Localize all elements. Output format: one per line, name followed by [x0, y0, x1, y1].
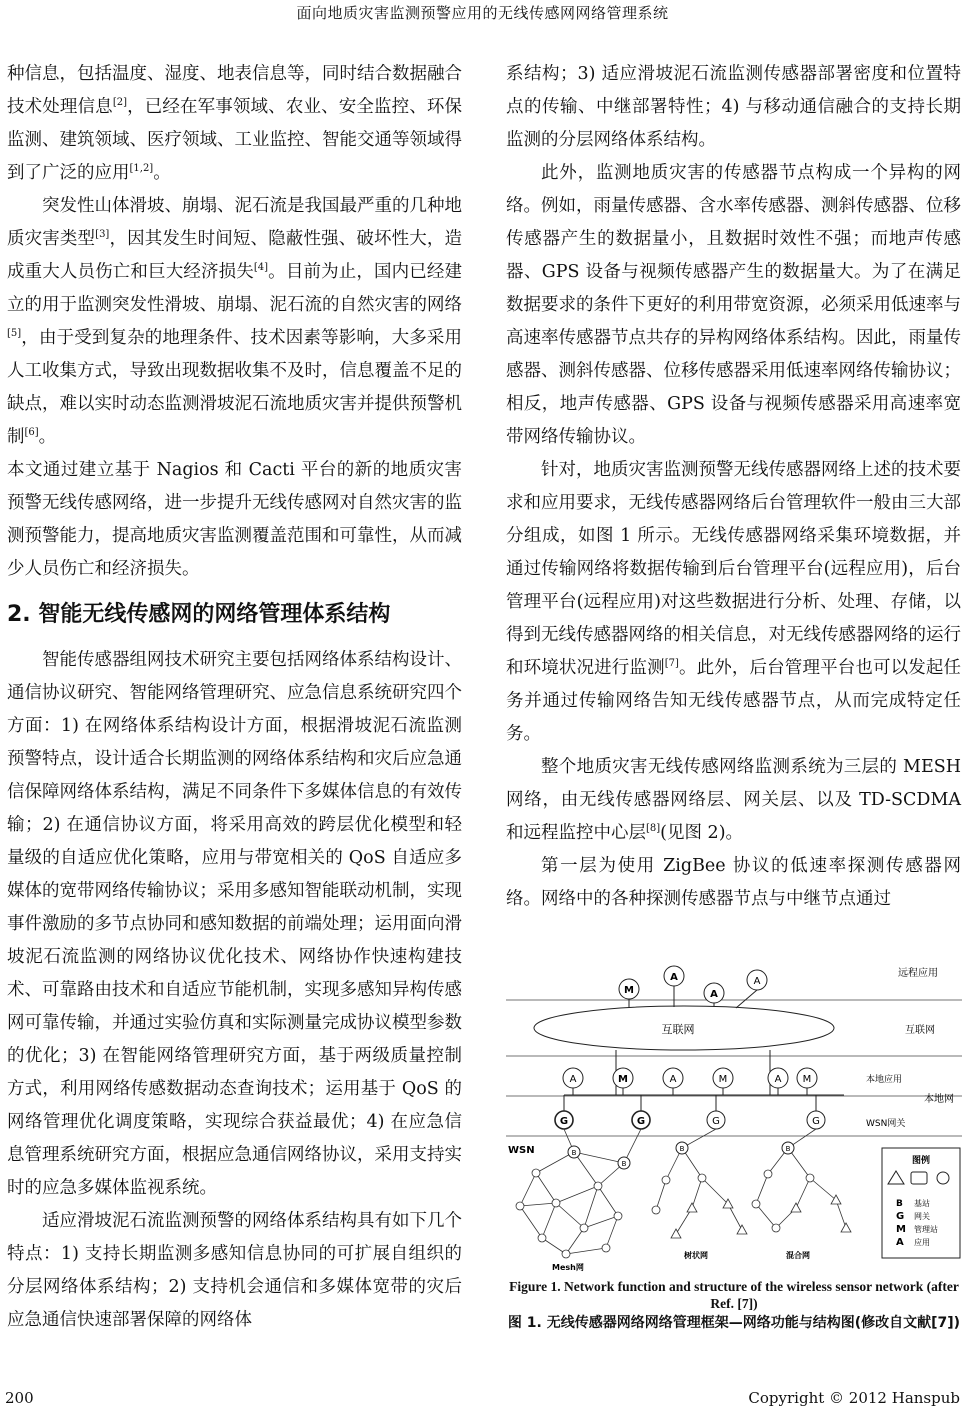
internet-right-label: 互联网 — [905, 1025, 935, 1036]
app-node-letter: A — [753, 976, 761, 987]
app-node-letter: A — [569, 1074, 577, 1085]
wsn-label: WSN — [508, 1145, 535, 1156]
page-number: 200 — [5, 1389, 34, 1407]
legend-text: 应用 — [914, 1238, 930, 1247]
legend-symbol: A — [896, 1237, 904, 1248]
legend-symbol: G — [896, 1211, 905, 1222]
hybrid-net-label: 混合网 — [786, 1251, 810, 1260]
legend-symbol: B — [896, 1199, 903, 1209]
legend-circle-icon — [937, 1172, 949, 1184]
left-paragraph-5: 适应滑坡泥石流监测预警的网络体系结构具有如下几个特点：1) 支持长期监测多感知信息协同的可扩展自组织的分层网络体系结构；2) 支持机会通信和多媒体宽带的灾后应急通信快速部署保障的网络体 — [7, 1211, 462, 1330]
left-paragraph-4: 智能传感器组网技术研究主要包括网络体系结构设计、通信协议研究、智能网络管理研究、应急信息系统研究四个方面：1) 在网络体系结构设计方面，根据滑坡泥石流监测预警特点，设计适合长期监测的网络体系结构和灾后应急通信保障网络体系结构，满足不同条件下多媒体信息的有效传输；2) 在通信协议方面，将采用高效的跨层优化模型和轻量级的自适应优化策略，应用与带宽相关的 QoS 自适应多媒体的宽带网络传输协议；采用多感知智能联动机制，实现事件激励的多节点协同和感知数据的前端处理；运用面向滑坡泥石流监测的网络协议优化技术、网络协作快速构建技术、可靠路由技术和自适应节能机制，实现多感知异构传感网可靠传输，并通过实验仿真和实际测量完成协议模型参数的优化；3) 在智能网络管理研究方面，基于两级质量控制方式，利用网络传感数据动态查询技术；运用基于 QoS 的网络管理优化调度策略，实现综合获益最优；4) 在应急信息管理系统研究方面，根据应急通信网络协议，采用支持实时的应急多媒体监视系统。 — [7, 650, 462, 1198]
remote-app-label: 远程应用 — [898, 968, 938, 979]
left-paragraph-1: 种信息，包括温度、湿度、地表信息等，同时结合数据融合技术处理信息[2]，已经在军事领域、农业、安全监控、环保监测、建筑领域、医疗领域、工业监控、智能交通等领域得到了广泛的应用[1,2]。 — [7, 64, 463, 183]
local-net-label: 本地网 — [924, 1094, 954, 1105]
right-paragraph-2: 此外，监测地质灾害的传感器节点构成一个异构的网络。例如，雨量传感器、含水率传感器、测斜传感器、位移传感器产生的数据量小，且数据时效性不强；而地声传感器、GPS 设备与视频传感器产生的数据量大。为了在满足数据要求的条件下更好的利用带宽资源，必须采用低速率与高速率传感器节点共存的异构网络体系结构。因此，雨量传感器、测斜传感器、位移传感器采用低速率网络传输协议；相反，地声传感器、GPS 设备与视频传感器采用高速率宽带网络传输协议。 — [506, 163, 961, 447]
running-title: 面向地质灾害监测预警应用的无线传感网网络管理系统 — [296, 4, 669, 22]
left-column — [7, 58, 462, 1337]
left-paragraph-2: 突发性山体滑坡、崩塌、泥石流是我国最严重的几种地质灾害类型[3]，因其发生时间短、隐蔽性强、破坏性大，造成重大人员伤亡和巨大经济损失[4]。目前为止，国内已经建立的用于监测突发性滑坡、崩塌、泥石流的自然灾害的网络[5]，由于受到复杂的地理条件、技术因素等影响，大多采用人工收集方式，导致出现数据收集不及时，信息覆盖不足的缺点，难以实时动态监测滑坡泥石流地质灾害并提供预警机制[6]。 — [7, 196, 463, 447]
right-paragraph-3: 针对，地质灾害监测预警无线传感器网络上述的技术要求和应用要求，无线传感器网络后台管理软件一般由三大部分组成，如图 1 所示。无线传感器网络采集环境数据，并通过传输网络将数据传输到后台管理平台(远程应用)，后台管理平台(远程应用)对这些数据进行分析、处理、存储，以得到无线传感器网络的相关信息，对无线传感器网络的运行和环境状况进行监测[7]。此外，后台管理平台也可以发起任务并通过传输网络告知无线传感器节点，从而完成特定任务。 — [506, 460, 962, 744]
legend-square-icon — [911, 1172, 927, 1184]
local-app-label: 本地应用 — [866, 1075, 903, 1085]
gateway-node-letter: G — [712, 1116, 720, 1127]
gateway-node-letter: G — [559, 1116, 569, 1127]
figure-1-diagram — [506, 958, 962, 1276]
manager-node-letter: M — [618, 1074, 628, 1085]
right-paragraph-1: 系结构；3) 适应滑坡泥石流监测传感器部署密度和位置特点的传输、中继部署特性；4) 与移动通信融合的支持长期监测的分层网络体系结构。 — [506, 64, 961, 150]
tree-net-label: 树状网 — [684, 1251, 708, 1260]
right-column — [506, 58, 961, 916]
app-node-letter: A — [669, 1074, 677, 1085]
base-node-letter: B — [679, 1145, 685, 1153]
app-node-letter: A — [670, 972, 678, 983]
base-node-letter: B — [621, 1160, 627, 1168]
manager-node-letter: M — [624, 985, 634, 996]
legend-text: 管理站 — [914, 1225, 938, 1234]
right-paragraph-5: 第一层为使用 ZigBee 协议的低速率探测传感器网络。网络中的各种探测传感器节点与中继节点通过 — [506, 856, 961, 909]
base-node-letter: B — [571, 1149, 577, 1157]
figure-caption-chinese: 图 1. 无线传感器网络网络管理框架—网络功能与结构图(修改自文献[7]) — [507, 1315, 961, 1331]
legend-symbol: M — [896, 1224, 906, 1235]
gateway-node-letter: G — [636, 1116, 646, 1127]
right-paragraph-4: 整个地质灾害无线传感网络监测系统为三层的 MESH 网络，由无线传感器网络层、网关层、以及 TD-SCDMA 和远程监控中心层[8](见图 2)。 — [506, 757, 961, 843]
wsn-gateway-label: WSN网关 — [866, 1119, 906, 1129]
figure-caption-english: Figure 1. Network function and structure of the wireless sensor network (after Ref. [7]) — [509, 1279, 959, 1311]
legend-text: 网关 — [914, 1212, 930, 1221]
manager-node-letter: M — [802, 1074, 812, 1085]
mesh-net-label: Mesh网 — [552, 1263, 584, 1272]
legend-title: 图例 — [911, 1156, 931, 1166]
left-paragraph-3: 本文通过建立基于 Nagios 和 Cacti 平台的新的地质灾害预警无线传感网络，进一步提升无线传感网对自然灾害的监测预警能力，提高地质灾害监测覆盖范围和可靠性，从而减少人员伤亡和经济损失。 — [7, 460, 462, 579]
base-node-letter: B — [785, 1145, 791, 1153]
manager-node-letter: M — [718, 1074, 728, 1085]
internet-label: 互联网 — [661, 1023, 695, 1036]
legend-text: 基站 — [914, 1199, 930, 1208]
sensor-nodes — [516, 1169, 851, 1258]
copyright-notice: Copyright © 2012 Hanspub — [748, 1389, 960, 1407]
section-heading: 2. 智能无线传感网的网络管理体系结构 — [7, 602, 391, 627]
app-node-letter: A — [774, 1074, 782, 1085]
app-node-letter: A — [710, 989, 718, 1000]
gateway-node-letter: G — [812, 1116, 820, 1127]
